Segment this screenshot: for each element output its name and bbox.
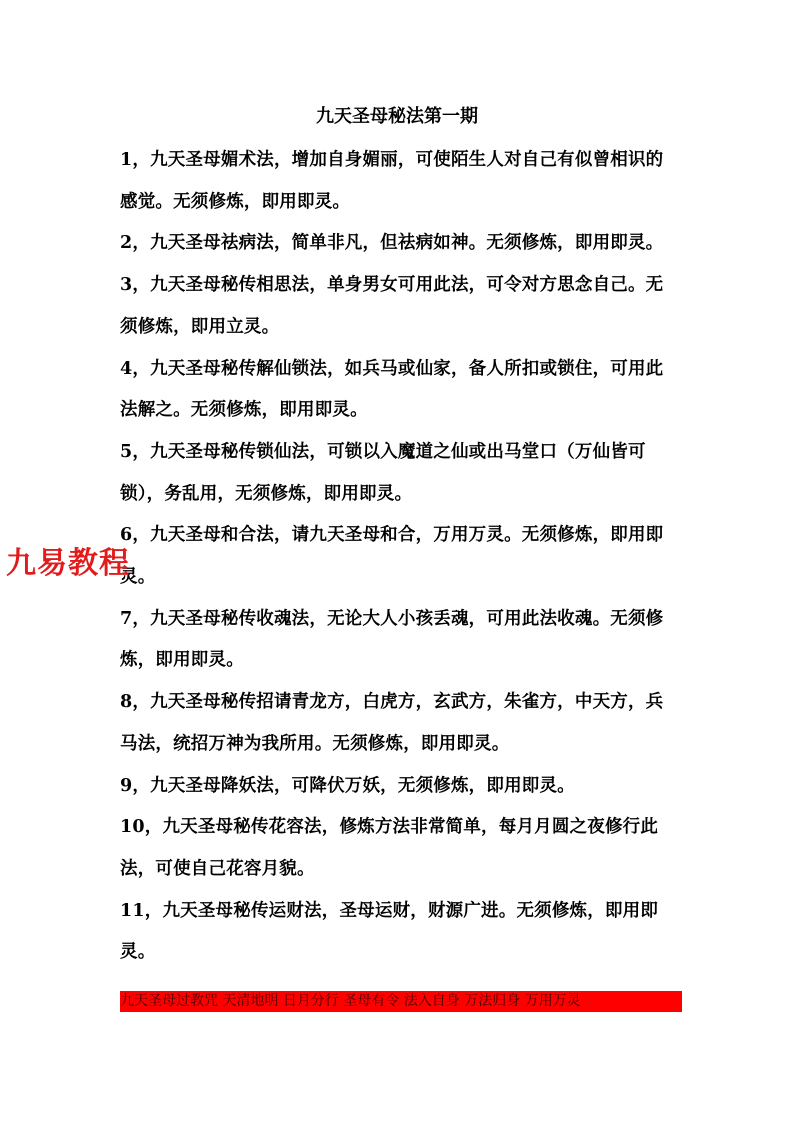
document-body [120,140,680,974]
paragraph-4: 4，九天圣母秘传解仙锁法，如兵马或仙家，备人所扣或锁住，可用此法解之。无须修炼，即用即灵。 [120,358,664,421]
paragraph-11: 11，九天圣母秘传运财法，圣母运财，财源广进。无须修炼，即用即灵。 [120,900,659,963]
paragraph-2: 2，九天圣母祛病法，简单非凡，但祛病如神。无须修炼，即用即灵。 [120,233,664,254]
paragraph-5: 5，九天圣母秘传锁仙法，可锁以入魔道之仙或出马堂口（万仙皆可锁），务乱用，无须修炼，即用即灵。 [120,441,646,504]
paragraph-10: 10，九天圣母秘传花容法，修炼方法非常简单，每月月圆之夜修行此法，可使自己花容月貌。 [120,817,659,879]
watermark-text: 九易教程 [6,546,130,581]
paragraph-7: 7，九天圣母秘传收魂法，无论大人小孩丢魂，可用此法收魂。无须修炼，即用即灵。 [120,608,664,671]
paragraph-1: 1，九天圣母媚术法，增加自身媚丽，可使陌生人对自己有似曾相识的感觉。无须修炼，即用即灵。 [120,150,664,212]
document-title: 九天圣母秘法第一期 [316,106,478,127]
paragraph-8: 8，九天圣母秘传招请青龙方，白虎方，玄武方，朱雀方，中天方，兵马法，统招万神为我所用。无须修炼，即用即灵。 [120,692,664,754]
paragraph-6: 6，九天圣母和合法，请九天圣母和合，万用万灵。无须修炼，即用即灵。 [120,525,664,588]
spell-bar: 九天圣母过教咒 天清地明 日月分行 圣母有令 法入自身 万法归身 万用万灵 [120,991,682,1012]
paragraph-3: 3，九天圣母秘传相思法，单身男女可用此法，可令对方思念自己。无须修炼，即用立灵。 [120,275,664,337]
paragraph-9: 9，九天圣母降妖法，可降伏万妖，无须修炼，即用即灵。 [120,775,575,796]
